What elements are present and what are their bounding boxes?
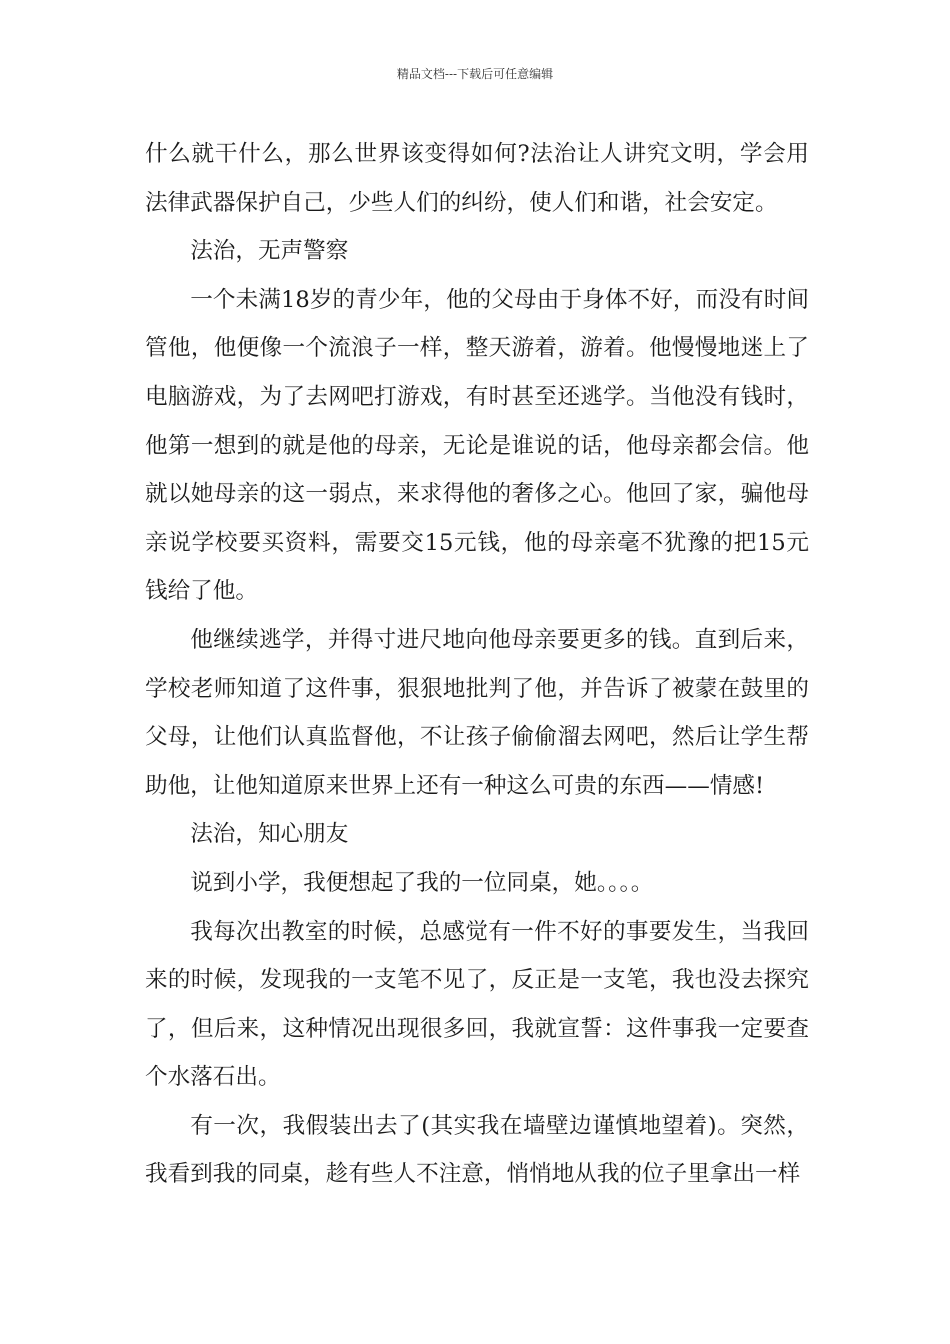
paragraph-8: 有一次，我假装出去了(其实我在墙壁边谨慎地望着)。突然，我看到我的同桌，趁有些人不注意，悄悄地从我的位子里拿出一样 (145, 1112, 809, 1188)
section-heading-bosom-friend: 法治，知心朋友 (190, 821, 349, 848)
paragraph-1: 什么就干什么，那么世界该变得如何?法治让人讲究文明，学会用法律武器保护自己，少些人们的纠纷，使人们和谐，社会安定。 (145, 141, 809, 216)
document-body (145, 130, 809, 1199)
paragraph-3: 一个未满18岁的青少年，他的父母由于身体不好，而没有时间管他，他便像一个流浪子一样，整天游着，游着。他慢慢地迷上了电脑游戏，为了去网吧打游戏，有时甚至还逃学。当他没有钱时，他第一想到的就是他的母亲，无论是谁说的话，他母亲都会信。他就以她母亲的这一弱点，来求得他的奢侈之心。他回了家，骗他母亲说学校要买资料，需要交15元钱，他的母亲毫不犹豫的把15元钱给了他。 (145, 286, 809, 605)
paragraph-4: 他继续逃学，并得寸进尺地向他母亲要更多的钱。直到后来，学校老师知道了这件事，狠狠地批判了他，并告诉了被蒙在鼓里的父母，让他们认真监督他，不让孩子偷偷溜去网吧，然后让学生帮助他，让他知道原来世界上还有一种这么可贵的东西——情感! (145, 626, 809, 799)
paragraph-7: 我每次出教室的时候，总感觉有一件不好的事要发生，当我回来的时候，发现我的一支笔不见了，反正是一支笔，我也没去探究了，但后来，这种情况出现很多回，我就宣誓：这件事我一定要查个水落石出。 (145, 918, 809, 1091)
section-heading-silent-police: 法治，无声警察 (190, 238, 349, 265)
paragraph-6: 说到小学，我便想起了我的一位同桌，她。。。。 (190, 869, 654, 896)
page-header: 精品文档---下载后可任意编辑 (396, 67, 554, 81)
